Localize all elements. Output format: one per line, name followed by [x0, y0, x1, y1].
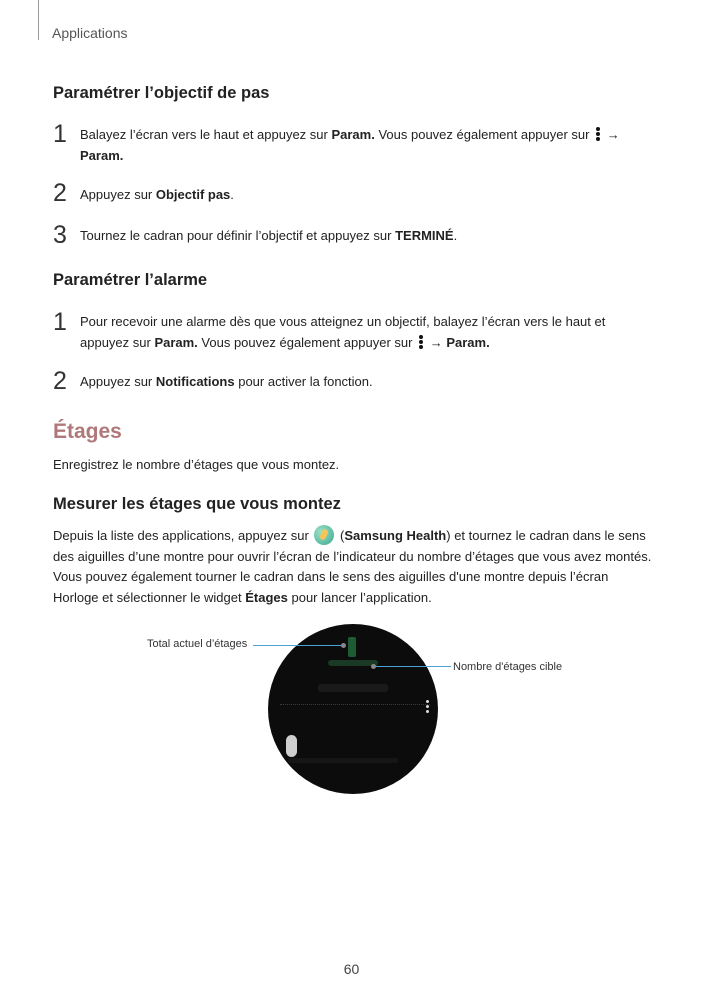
callout-target-floors: Nombre d'étages cible: [453, 661, 563, 673]
watch-screen: [268, 624, 438, 794]
widget-label: [318, 684, 388, 692]
step-number: 3: [53, 221, 67, 249]
callout-total-floors: Total actuel d’étages: [147, 638, 248, 650]
callout-line-target: [373, 666, 451, 667]
more-options-icon: [595, 127, 601, 142]
more-options-icon[interactable]: [426, 700, 429, 714]
more-options-icon: [418, 335, 424, 350]
today-floors-bar: [286, 735, 297, 757]
callout-dot-target: [371, 664, 376, 669]
section-title-etages: Étages: [53, 420, 122, 443]
weekday-labels: [288, 758, 398, 763]
section-title-mesurer: Mesurer les étages que vous montez: [53, 495, 341, 513]
header-rule: [38, 0, 39, 40]
page-number: 60: [343, 961, 360, 977]
step-number: 2: [53, 179, 67, 207]
callout-dot-total: [341, 643, 346, 648]
step-number: 2: [53, 367, 67, 395]
section-title-alarme: Paramétrer l’alarme: [53, 271, 208, 289]
step-text: Appuyez sur Objectif pas.: [80, 187, 234, 202]
etages-intro: Enregistrez le nombre d’étages que vous montez.: [53, 457, 340, 472]
samsung-health-icon: [314, 525, 334, 545]
header-label: Applications: [52, 25, 128, 41]
chart-baseline: [280, 704, 430, 705]
step-text: Appuyez sur Notifications pour activer la fonction.: [80, 374, 373, 389]
step-number: 1: [53, 308, 67, 336]
current-floors-value: [348, 637, 356, 657]
mesurer-paragraph: Depuis la liste des applications, appuyez sur (Samsung Health) et tournez le cadran dans le sens des aiguilles d’une montre pour ouvrir l’écran de l’indicateur du nombre d’étages que vous avez montés. Vous pouvez également tourner le cadran dans le sens des aiguilles d'une montre depuis l’écran Horloge et sélectionner le widget Étages pour lancer l’application.: [53, 525, 653, 608]
section-title-objectif-pas: Paramétrer l’objectif de pas: [53, 84, 270, 102]
step-text: Pour recevoir une alarme dès que vous atteignez un objectif, balayez l’écran vers le haut et appuyez sur Param. Vous pouvez également appuyer sur → Param.: [80, 314, 606, 350]
callout-line-total: [253, 645, 344, 646]
step-text: Tournez le cadran pour définir l’objectif et appuyez sur TERMINÉ.: [80, 228, 458, 243]
step-text: Balayez l’écran vers le haut et appuyez sur Param. Vous pouvez également appuyer sur → Param.: [80, 127, 620, 163]
step-number: 1: [53, 120, 67, 148]
